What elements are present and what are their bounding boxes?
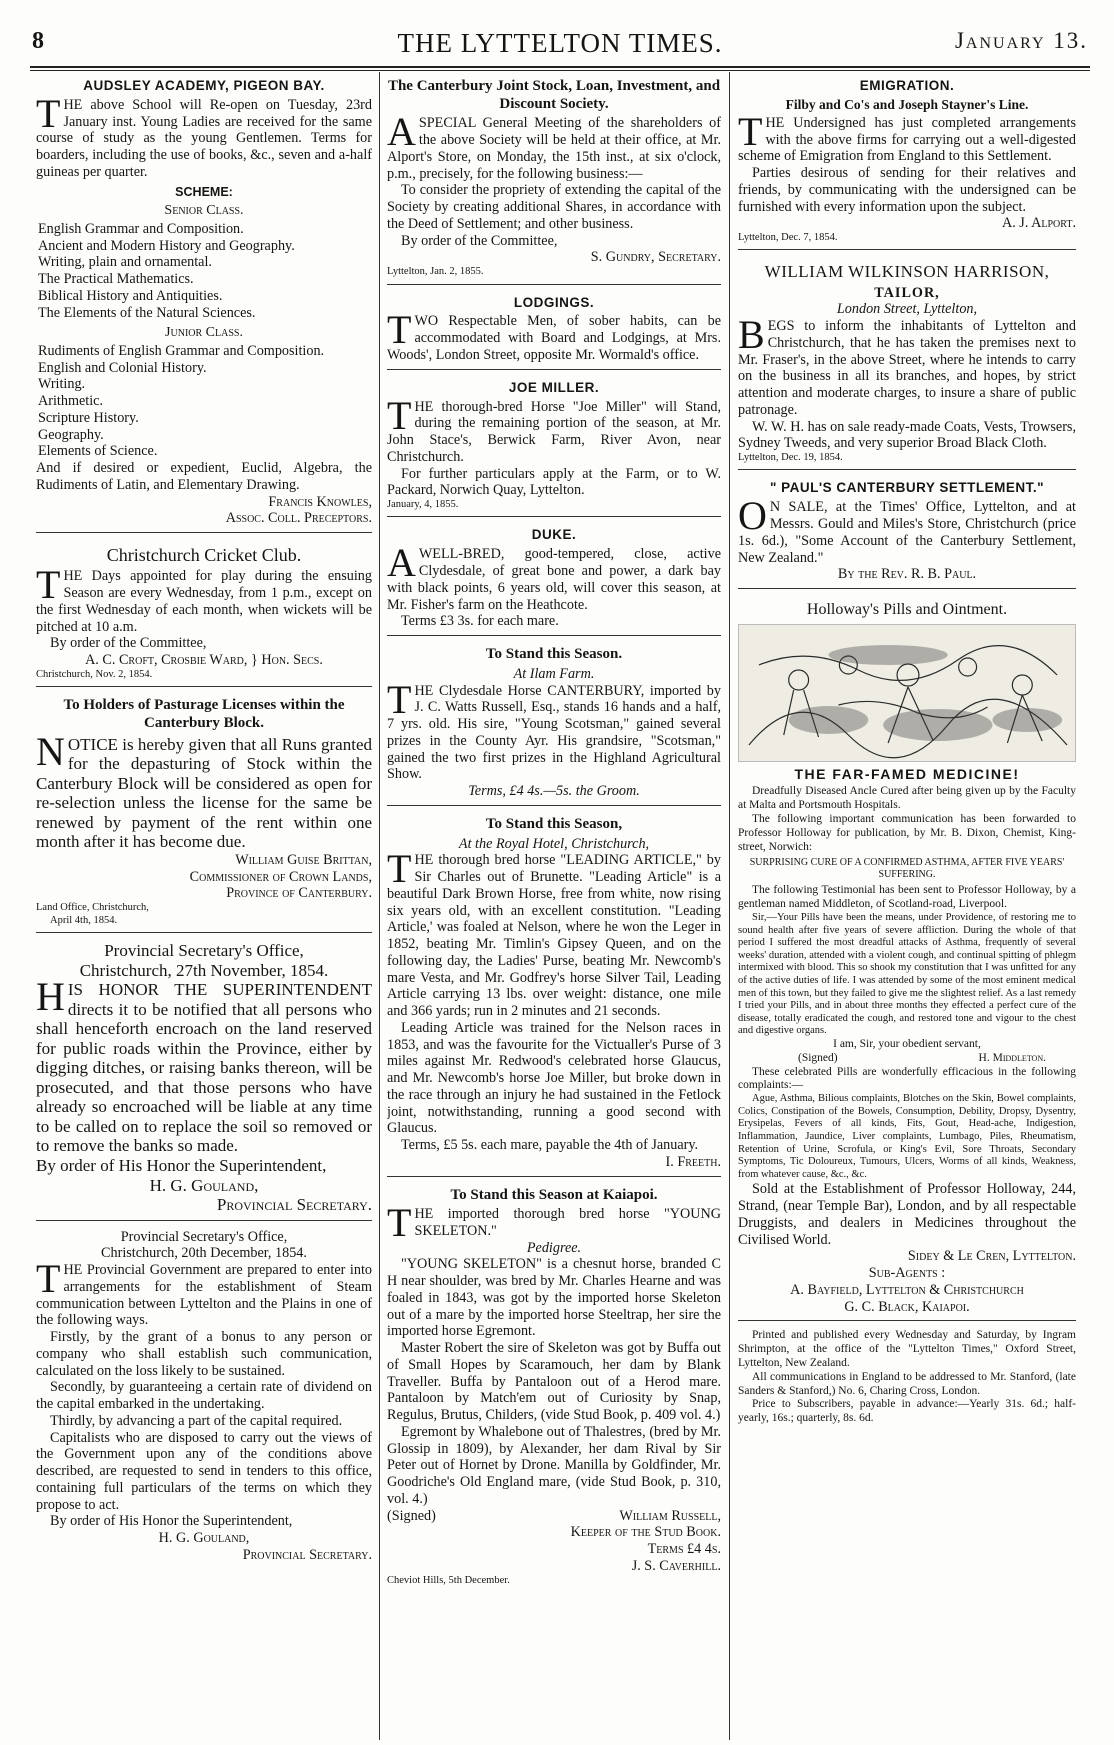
ad-joint-stock-society [387,74,721,285]
ad-subheading: At Ilam Farm. [513,665,595,682]
signer-role: Keeper of the Stud Book. [570,1524,721,1541]
list-item: Rudiments of English Grammar and Composition. [38,342,325,359]
signer-role: Province of Canterbury. [226,885,372,902]
ad-date: Lyttelton, Jan. 2, 1855. [387,266,484,278]
ad-order: By order of the Committee, [50,635,207,652]
ad-date: January, 4, 1855. [387,499,459,511]
drop-cap: B [738,312,765,358]
office-line: Provincial Secretary's Office, [120,1228,288,1245]
ad-heading: To Stand this Season, [485,815,623,832]
testimonial-letter: Sir,—Your Pills have been the means, under Providence, of restoring me to sound health after five years of severe affliction. During the whole of that period I suffered the most dreadful attacks of Asthma, frequently of several weeks' duration, attended with a violent cough, and continual spitting of phlegm intermixed with blood. This so shook my constitution that I was unfitted for any of the active duties of life. I was attended by some of the most eminent medical men of this town, but they failed to give me the slightest relief. As a last remedy I tried your Pills, and in about three months they effected a perfect cure of the disease, totally eradicated the cough, and restored tone and vigour to the chest and digestive organs. [738,912,1076,1037]
ad-terms: Terms, £4 4s.—5s. the Groom. [468,783,640,800]
ad-body: WO Respectable Men, of sober habits, can be accommodated with Board and Lodgings, at Mrs. Woods', London Street, opposite Mr. Wormald's office. [387,313,721,363]
sellers: Sidey & Le Cren, Lyttelton. [907,1248,1076,1265]
signer: A. J. Alport. [1001,215,1076,232]
ad-paragraph: "YOUNG SKELETON" is a chesnut horse, branded C H near shoulder, was bred by Mr. Charles Hearne and was foaled in 1843, was got by the imported horse Skeleton out of a mare by the imported horse Steeltrap, her sire the imported horse Egremont. [387,1256,721,1340]
ad-pasturage-licenses [36,693,372,933]
letter-closing: I am, Sir, your obedient servant, [833,1037,981,1050]
ad-paragraph: For further particulars apply at the Farm, or to W. Packard, Norwich Quay, Lyttelton. [387,465,721,499]
ad-heading: " PAUL'S CANTERBURY SETTLEMENT." [769,480,1045,496]
signer: William Guise Brittan, [235,851,372,868]
column-2 [387,74,721,1734]
ad-young-skeleton [387,1183,721,1593]
ad-paragraph: These celebrated Pills are wonderfully efficacious in the following complaints:— [738,1065,1076,1092]
ad-body: OTICE is hereby given that all Runs granted for the depasturing of Stock within the Canterbury Block will be considered as open for re-selection unless the license for the same be renewed by payment of the rent within one month after it has become due. [36,734,372,852]
imprint-paragraph: Price to Subscribers, payable in advance:—Yearly 31s. 6d.; half-yearly, 16s.; quarterly, 8s. 6d. [738,1398,1076,1425]
imprint-paragraph: All communications in England to be addressed to Mr. Stanford, (late Sanders & Stanford,) No. 6, Charing Cross, London. [738,1370,1076,1397]
ad-holloways-pills [738,595,1076,1321]
ad-paragraph: Leading Article was trained for the Nelson races in 1853, and was the favourite for the Victualler's Purse of 3 miles against Mr. Redwood's celebrated horse Glaucus, and Mr. Newcomb's horse Joe Miller, but broke down in the race through an injury he had sustained in the Fetlock joint, notwithstanding, running a good second with Glaucus. [387,1019,721,1137]
ad-duke [387,523,721,636]
notice-order: By order of His Honor the Superintendent, [36,1155,327,1175]
ad-paragraph: Parties desirous of sending for their relatives and friends, by communicating with the undersigned can be furnished with every information upon the subject. [738,165,1076,215]
notice-superintendent [36,939,372,1221]
ad-paragraph: Dreadfully Diseased Ancle Cured after being given up by the Faculty at Malta and Portsmouth Hospitals. [738,785,1076,812]
signer: S. Gundry, Secretary. [590,249,721,266]
masthead-rule [30,66,1090,71]
newspaper-title: THE LYTTELTON TIMES. [397,28,723,58]
office-line: Provincial Secretary's Office, [104,940,304,960]
ad-pauls-settlement [738,476,1076,589]
ad-date: Lyttelton, Dec. 7, 1854. [738,232,838,244]
ad-leading-article [387,812,721,1177]
signer: H. Middleton. [978,1051,1046,1064]
signer: H. G. Gouland, [158,1530,250,1547]
ad-heading: To Stand this Season. [485,646,623,663]
ad-lodgings [387,291,721,370]
drop-cap: T [387,392,412,438]
notice-paragraph: Thirdly, by advancing a part of the capital required. [50,1412,343,1429]
ad-paragraph: The following important communication has been forwarded to Professor Holloway for publication, by Mr. B. Dixon, Chemist, King-street, Norwich: [738,813,1076,853]
subagents-heading: Sub-Agents : [868,1265,946,1282]
drop-cap: T [36,90,61,136]
masthead [30,20,1090,64]
ad-emigration [738,74,1076,250]
list-item: Geography. [38,426,104,443]
ad-heading: The Canterbury Joint Stock, Loan, Investment, and Discount Society. [387,78,721,112]
signer: Francis Knowles, [268,493,372,510]
ad-date: Lyttelton, Dec. 19, 1854. [738,452,843,464]
notice-body: IS HONOR THE SUPERINTENDENT directs it to be notified that all persons who shall henceforth encroach on the land reserved for public roads within the Province, either by digging ditches, or raising banks thereon, will be prosecuted, and that those persons who have already so encroached will be liable at any time to be called on to replace the soil so removed or to remove the banks so made. [36,980,372,1156]
engraving-illustration [738,624,1076,762]
drop-cap: T [387,1200,412,1246]
signer-role: Hon. Secs. [261,652,323,669]
drop-cap: H [36,974,65,1020]
list-item: Elements of Science. [38,443,158,460]
drop-cap: T [36,562,61,608]
ad-body: WELL-BRED, good-tempered, close, active Clydesdale, of great bone and power, a dark bay with black points, 6 years old, will cover this season, at Mr. Fisher's farm on the Heathcote. [387,546,721,613]
list-item: The Practical Mathematics. [38,271,194,288]
signer-role: Provincial Secretary. [216,1195,372,1215]
list-item: Writing, plain and ornamental. [38,254,212,271]
agent-name: J. S. Caverhill. [631,1557,721,1574]
ad-paragraph: Master Robert the sire of Skeleton was got by Buffa out of Small Hopes by Scaramouch, her dam by Blank Traveller. Buffa by Pantaloon out of a Herod mare. Pantaloon by Match'em out of Curiosity by Snap, Regulus, Brutus, Childers, (vide Stud Book, p. 409 vol. 4.) [387,1340,721,1424]
column-3 [738,74,1076,1734]
notice-steam-communication [36,1227,372,1569]
column-divider [729,72,730,1740]
ad-body: EGS to inform the inhabitants of Lyttelton and Christchurch, that he has taken the premises next to Mr. Fraser's, in the above Street, where he intends to carry on the business in all its branches, and hopes, by strict attention and moderate charges, to insure a share of public patronage. [738,318,1076,418]
signer: I. Freeth. [665,1153,721,1170]
ad-author: By the Rev. R. B. Paul. [837,566,977,583]
ad-paragraph: Egremont by Whalebone out of Thalestres, (bred by Mr. Glossip in 1809), by Alexander, her dam Rival by Sir Peter out of Hornet by Drone. Manilla by Goldfinder, Mr. Goodriche's Old England mare, (vide Stud Book, p. 310, vol. 4.) [387,1423,721,1507]
ad-joe-miller [387,376,721,518]
list-item: Scripture History. [38,409,139,426]
ad-body: HE Undersigned has just completed arrangements with the above firms for carrying out a well-digested scheme of Emigration from England to this Settlement. [738,114,1076,165]
ad-cricket-club: Christchurch Cricket Club. THE Days appointed for play during the ensuing Season are every Wednesday, from 1 p.m., except on the first Wednesday of each month, when wickets will be pitched at 10 a.m. By order of the Committee, A. C. Croft, Crosbie Ward, } Hon. Secs. Christchurch, Nov. 2, 1854. [36,539,372,687]
dateline: Christchurch, 27th November, 1854. [79,960,329,980]
ad-body: SPECIAL General Meeting of the shareholders of the above Society will be held at their office, at Mr. Alport's Store, on Monday, the 15th inst., at six o'clock, p.m., precisely, for the following business:— [387,115,721,182]
ad-heading: DUKE. [531,527,577,543]
ad-heading: EMIGRATION. [859,78,955,93]
column-1 [36,74,372,1734]
scheme-heading: SCHEME: [175,184,233,199]
signer-role: Provincial Secretary. [242,1546,372,1563]
ad-heading: To Stand this Season at Kaiapoi. [450,1186,658,1203]
ad-heading: LODGINGS. [513,294,595,310]
drop-cap: T [738,108,763,154]
ad-extra: And if desired or expedient, Euclid, Algebra, the Rudiments of Latin, and Elementary Drawing. [36,460,372,493]
signer-role: Assoc. Coll. Preceptors. [225,510,372,527]
ad-paragraph: The following Testimonial has been sent to Professor Holloway, by a gentleman named Middleton, of Scotland-road, Liverpool. [738,884,1076,911]
ad-heading: Holloway's Pills and Ointment. [806,601,1008,619]
ad-subheading: At the Royal Hotel, Christchurch, [458,835,650,852]
drop-cap: A [387,540,416,586]
ad-paragraph: Sold at the Establishment of Professor Holloway, 244, Strand, (near Temple Bar), London, and by all respectable Druggists, and dealers in Medicines throughout the Civilised World. [738,1181,1076,1248]
ad-heading: AUDSLEY ACADEMY, PIGEON BAY. [83,78,325,93]
list-item: Arithmetic. [38,393,104,410]
ad-body: HE imported thorough bred horse "YOUNG SKELETON." [414,1206,721,1239]
drop-cap: T [387,846,412,892]
ad-body: HE thorough bred horse "LEADING ARTICLE," by Sir Charles out of Brunette. "Leading Article" is a beautiful Dark Brown Horse, free from white, now rising six years old, with an excellent constitution. "Leading Article,' was foaled at Nelson, where he won the Leger in 1852, beating Mr. Timlin's Gipsey Queen, and on the following day, the Ladies' Purse, beating Mr. Newcomb's mare Vesta, and Mr. Godfrey's horse Silver Tail, Leading Article carrying 13 lbs. over weight: distance, one mile and 366 yards; run in 2 minutes and 21 seconds. [387,852,721,1020]
complaints-list: Ague, Asthma, Bilious complaints, Blotches on the Skin, Bowel complaints, Colics, Constipation of the Bowels, Consumption, Debility, Dropsy, Dysentry, Erysipelas, Fevers of all kinds, Fits, Gout, Head-ache, Indigestion, Inflammation, Jaundice, Liver complaints, Lumbago, Piles, Rheumatism, Retention of Urine, Scrofula, or King's Evil, Sore Throats, Secondary Symptoms, Tic Doloureux, Tumours, Ulcers, Worms of all kinds, Weakness, from whatever cause, &c., &c. [738,1093,1076,1180]
senior-class-heading: Senior Class. [164,203,244,219]
ad-date: Christchurch, Nov. 2, 1854. [36,668,153,680]
ad-trade: TAILOR, [874,284,940,301]
ad-date: April 4th, 1854. [50,914,118,926]
drop-cap: T [387,307,412,353]
ad-harrison-tailor [738,256,1076,470]
notice-order: By order of His Honor the Superintendent, [50,1513,293,1530]
ad-paragraph: To consider the propriety of extending the capital of the Society by creating additional Shares, in accordance with the Deed of Settlement; and other business. [387,182,721,232]
list-item: Ancient and Modern History and Geography. [38,237,295,254]
ad-body: HE Days appointed for play during the ensuing Season are every Wednesday, from 1 p.m., except on the first Wednesday of each month, when wickets will be pitched at 10 a.m. [36,568,372,635]
notice-body: HE Provincial Government are prepared to enter into arrangements for the establishment of Steam communication between Lyttelton and the Plains in one of the following ways. [36,1262,372,1329]
notice-paragraph: Capitalists who are disposed to carry out the views of the Government upon any of the conditions above described, are requested to send in tenders to this office, containing full particulars of the terms on which they propose to act. [36,1429,372,1513]
page-number: 8 [32,28,44,54]
ad-subheading: SURPRISING CURE OF A CONFIRMED ASTHMA, AFTER FIVE YEARS' SUFFERING. [749,857,1065,881]
ad-body: HE above School will Re-open on Tuesday, 23rd January inst. Young Ladies are received for the same course of study as the young Gentlemen. Terms for boarders, including the use of books, &c., seven and a-half guineas per quarter. [36,96,372,180]
ad-body: HE thorough-bred Horse "Joe Miller" will Stand, during the remaining portion of the season, at Mr. John Stace's, Berwick Farm, River Avon, near Christchurch. [387,398,721,465]
ad-heading: Christchurch Cricket Club. [106,545,302,566]
agent-name: A. Bayfield, Lyttelton & Christchurch [790,1281,1024,1298]
signer: H. G. Gouland, [149,1175,259,1195]
notice-paragraph: Secondly, by guaranteeing a certain rate of dividend on the capital embarked in the undertaking. [36,1379,372,1413]
ad-subheading: Filby and Co's and Joseph Stayner's Line. [785,96,1029,112]
ad-heading: To Holders of Pasturage Licenses within the Canterbury Block. [63,697,345,731]
drop-cap: T [387,676,412,722]
dateline: Christchurch, 20th December, 1854. [101,1245,307,1262]
ad-heading: JOE MILLER. [508,379,600,395]
issue-date: January 13. [954,28,1088,53]
ad-paragraph: W. W. H. has on sale ready-made Coats, Vests, Trowsers, Sydney Tweeds, and very superior Broad Black Cloth. [738,418,1076,452]
ad-terms: Terms £4 4s. [647,1541,721,1558]
list-item: The Elements of the Natural Sciences. [38,304,256,321]
notice-paragraph: Firstly, by the grant of a bonus to any person or company who shall establish such communication, calculated on the loss likely to be sustained. [36,1329,372,1379]
list-item: Biblical History and Antiquities. [38,287,223,304]
signer: William Russell, [619,1507,721,1524]
list-item: English Grammar and Composition. [38,220,244,237]
drop-cap: N [36,728,65,774]
agent-name: G. C. Black, Kaiapoi. [844,1298,970,1315]
signed-label: (Signed) [798,1051,838,1064]
list-item: English and Colonial History. [38,359,207,376]
ad-canterbury-horse [387,642,721,806]
list-item: Writing. [38,376,86,393]
drop-cap: A [387,109,416,155]
ad-paragraph: Terms, £5 5s. each mare, payable the 4th of January. [401,1137,699,1154]
ad-headline: THE FAR-FAMED MEDICINE! [794,765,1020,782]
column-divider [379,72,380,1740]
ad-body: N SALE, at the Times' Office, Lyttelton, and at Messrs. Gould and Miles's Store, Christchurch (price 1s. 6d.), "Some Account of the Canterbury Settlement, New Zealand." [738,499,1076,566]
ad-place: Land Office, Christchurch, [36,902,149,914]
drop-cap: T [36,1256,61,1302]
pedigree-heading: Pedigree. [526,1239,582,1256]
ad-order: By order of the Committee, [401,232,558,249]
ad-heading: WILLIAM WILKINSON HARRISON, [764,262,1050,282]
ad-terms: Terms £3 3s. for each mare. [401,613,559,630]
junior-class-heading: Junior Class. [165,325,243,341]
ad-address: London Street, Lyttelton, [836,301,978,318]
imprint [738,1327,1076,1431]
ad-body: HE Clydesdale Horse CANTERBURY, imported by J. C. Watts Russell, Esq., stands 16 hands and a half, 7 yrs. old. His sire, "Young Scotsman," gained several prizes in the County Ayr. His grandsire, "Scotsman," gained the two first prizes in the Highland Agricultural Show. [387,682,721,783]
signed-label: (Signed) [387,1507,436,1524]
signer-role: Commissioner of Crown Lands, [189,868,372,885]
signer-names: A. C. Croft, Crosbie Ward, [85,652,248,669]
ad-date: Cheviot Hills, 5th December. [387,1574,510,1586]
ad-audsley-academy [36,74,372,533]
imprint-paragraph: Printed and published every Wednesday and Saturday, by Ingram Shrimpton, at the office of the "Lyttelton Times," Oxford Street, Lyttelton, New Zealand. [738,1329,1076,1369]
drop-cap: O [738,493,767,539]
